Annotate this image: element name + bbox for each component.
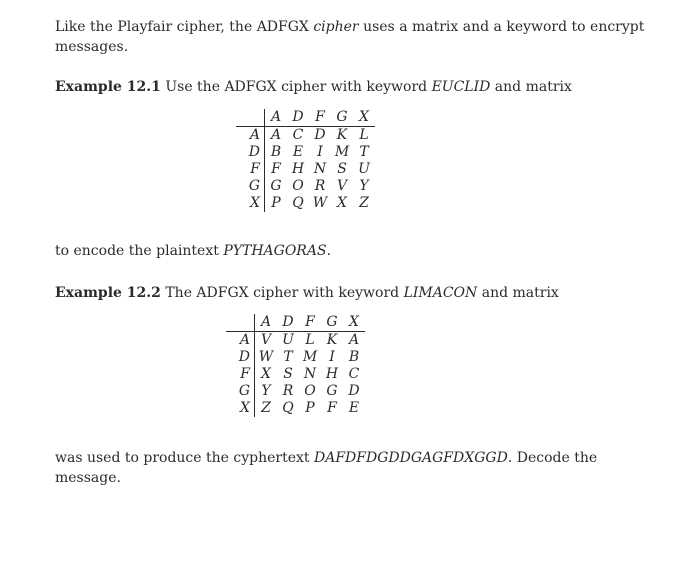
matrix-cell: F — [327, 400, 337, 416]
matrix-cell: Y — [261, 383, 271, 399]
encode-text-end: . — [326, 243, 332, 259]
intro-text-end: uses a matrix and a keyword to encrypt messages. — [55, 19, 645, 55]
matrix-cell: C — [292, 127, 304, 143]
matrix-cell: E — [292, 144, 304, 160]
example-1-keyword: EUCLID — [431, 79, 491, 95]
intro-cipher-word: cipher — [313, 19, 359, 35]
column-header: A — [265, 109, 288, 127]
matrix-cell: V — [260, 332, 272, 348]
matrix-cell: B — [270, 144, 282, 160]
matrix-row — [236, 161, 375, 178]
example-2-matrix — [226, 314, 365, 417]
row-header: D — [236, 144, 265, 161]
matrix-cell: G — [270, 178, 282, 194]
intro-paragraph — [55, 17, 645, 57]
matrix-cell: M — [302, 349, 318, 365]
matrix-cell: W — [312, 195, 328, 211]
row-header: D — [226, 349, 255, 366]
matrix-cell: H — [325, 366, 339, 382]
matrix-cell: F — [271, 161, 281, 177]
matrix-cell: H — [291, 161, 305, 177]
column-header: D — [287, 109, 309, 127]
matrix-row — [236, 195, 375, 212]
matrix-cell: Q — [282, 400, 294, 416]
matrix-row — [226, 366, 365, 383]
matrix-cell: E — [348, 400, 360, 416]
example-2-text-end: and matrix — [477, 285, 559, 301]
matrix-cell: X — [337, 195, 347, 211]
row-header: F — [236, 161, 265, 178]
closing-text: was used to produce the cyphertext — [55, 450, 314, 466]
closing-paragraph — [55, 448, 645, 488]
plaintext: PYTHAGORAS — [223, 243, 327, 259]
column-header: X — [353, 109, 375, 127]
example-1-matrix — [236, 109, 375, 212]
column-header: A — [255, 314, 278, 332]
matrix-cell: T — [359, 144, 369, 160]
intro-text: Like the Playfair cipher, the ADFGX — [55, 19, 314, 35]
matrix-cell: R — [282, 383, 294, 399]
matrix-cell: D — [314, 127, 326, 143]
matrix-row — [226, 332, 365, 350]
example-2-text: The ADFGX cipher with keyword — [160, 285, 404, 301]
matrix-cell: W — [258, 349, 274, 365]
matrix-cell: V — [336, 178, 348, 194]
matrix-cell: S — [283, 366, 293, 382]
matrix-row — [236, 127, 375, 145]
matrix-cell: I — [329, 349, 335, 365]
column-header: X — [343, 314, 365, 332]
matrix-row — [226, 400, 365, 417]
row-header: G — [236, 178, 265, 195]
encode-paragraph — [55, 241, 645, 261]
row-header: F — [226, 366, 255, 383]
matrix-cell: N — [313, 161, 327, 177]
matrix-row — [226, 349, 365, 366]
row-header: X — [226, 400, 255, 417]
matrix-cell: Y — [359, 178, 369, 194]
matrix-cell: T — [283, 349, 293, 365]
matrix-row — [236, 144, 375, 161]
column-header: F — [309, 109, 331, 127]
matrix-cell: A — [348, 332, 360, 348]
matrix-cell: O — [304, 383, 316, 399]
matrix-cell: L — [359, 127, 369, 143]
column-header: G — [321, 314, 343, 332]
row-header: A — [236, 127, 265, 145]
example-1-text: Use the ADFGX cipher with keyword — [160, 79, 432, 95]
closing-text-end: . Decode the message. — [55, 450, 598, 486]
matrix-cell: Z — [261, 400, 271, 416]
matrix-cell: P — [305, 400, 315, 416]
row-header: G — [226, 383, 255, 400]
column-header: D — [277, 314, 299, 332]
matrix-corner — [226, 314, 255, 332]
matrix-cell: X — [261, 366, 271, 382]
matrix-cell: U — [358, 161, 370, 177]
matrix-cell: K — [336, 127, 348, 143]
matrix-cell: S — [337, 161, 347, 177]
example-1-text-end: and matrix — [490, 79, 572, 95]
matrix-corner — [236, 109, 265, 127]
row-header: A — [226, 332, 255, 350]
matrix-cell: A — [270, 127, 282, 143]
row-header: X — [236, 195, 265, 212]
matrix-cell: Q — [292, 195, 304, 211]
matrix-cell: U — [282, 332, 294, 348]
column-header: G — [331, 109, 353, 127]
matrix-cell: O — [292, 178, 304, 194]
matrix-cell: M — [334, 144, 350, 160]
example-1-label: Example 12.1 — [55, 79, 161, 95]
example-1-paragraph — [55, 77, 645, 97]
example-2-keyword: LIMACON — [403, 285, 478, 301]
matrix-row — [236, 178, 375, 195]
encode-text: to encode the plaintext — [55, 243, 224, 259]
matrix-cell: I — [317, 144, 323, 160]
matrix-cell: B — [348, 349, 360, 365]
matrix-cell: R — [314, 178, 326, 194]
matrix-cell: N — [303, 366, 317, 382]
matrix-cell: C — [348, 366, 360, 382]
column-header: F — [299, 314, 321, 332]
ciphertext: DAFDFDGDDGAGFDXGGD — [313, 450, 508, 466]
example-2-label: Example 12.2 — [55, 285, 161, 301]
matrix-cell: Z — [359, 195, 369, 211]
matrix-cell: P — [271, 195, 281, 211]
example-2-paragraph — [55, 283, 645, 303]
matrix-cell: D — [348, 383, 360, 399]
matrix-cell: K — [326, 332, 338, 348]
matrix-row — [226, 383, 365, 400]
matrix-cell: L — [305, 332, 315, 348]
matrix-cell: G — [326, 383, 338, 399]
